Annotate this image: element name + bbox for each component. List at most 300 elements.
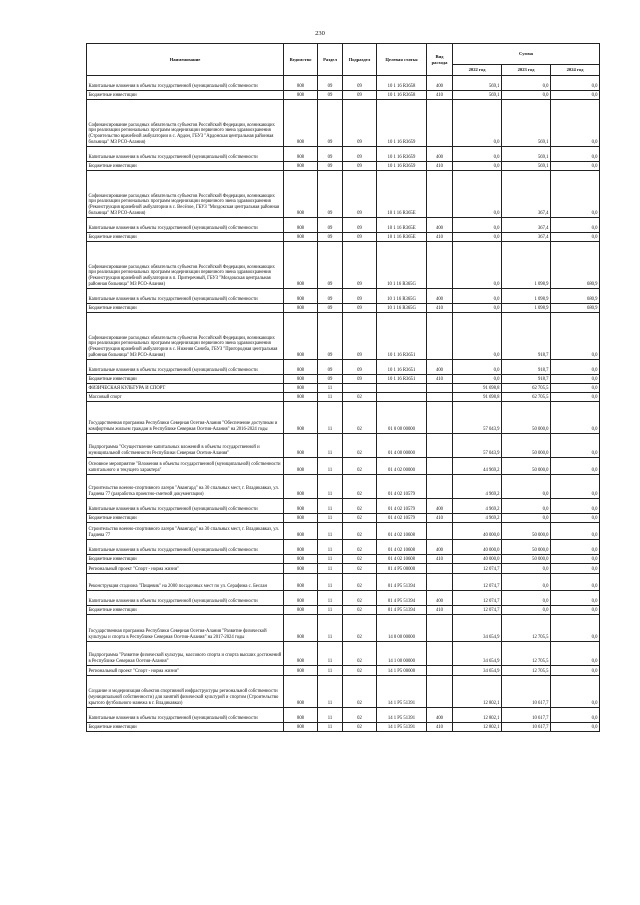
- cell-target-article: 10 1 16 R365E: [377, 218, 427, 233]
- cell-ved: 808: [284, 540, 318, 555]
- cell-sum-2023: 10 617,7: [502, 676, 551, 708]
- cell-ved: 808: [284, 615, 318, 642]
- cell-name: Капитальные вложения в объекты государственной (муниципальной) собственности: [87, 76, 284, 91]
- cell-sum-2023: 918,7: [502, 360, 551, 375]
- cell-name: Региональный проект "Спорт - норма жизни": [87, 564, 284, 574]
- cell-target-article: 14 1 00 00000: [377, 642, 427, 666]
- cell-expense-type: [427, 402, 453, 434]
- cell-podrazdel: 02: [343, 434, 377, 458]
- cell-ved: 808: [284, 708, 318, 723]
- cell-ved: 808: [284, 723, 318, 732]
- cell-sum-2022: 0,0: [453, 289, 502, 304]
- cell-expense-type: [427, 313, 453, 360]
- cell-expense-type: 410: [427, 723, 453, 732]
- cell-razdel: 11: [318, 393, 343, 402]
- cell-razdel: 11: [318, 523, 343, 540]
- cell-podrazdel: 02: [343, 523, 377, 540]
- cell-podrazdel: 02: [343, 514, 377, 523]
- cell-sum-2024: 0,0: [551, 171, 600, 218]
- cell-podrazdel: 09: [343, 218, 377, 233]
- cell-sum-2022: 44 969,2: [453, 458, 502, 475]
- cell-podrazdel: 09: [343, 360, 377, 375]
- cell-razdel: 09: [318, 171, 343, 218]
- cell-expense-type: 410: [427, 606, 453, 615]
- table-row: [87, 375, 600, 384]
- cell-expense-type: 400: [427, 360, 453, 375]
- cell-name: Основное мероприятие "Вложения в объекты государственной (муниципальной) собственности капитального и текущего характера": [87, 458, 284, 475]
- header-podrazdel: Подраздел: [343, 44, 377, 76]
- cell-expense-type: [427, 384, 453, 393]
- header-sum: Сумма: [453, 44, 600, 65]
- cell-razdel: 11: [318, 458, 343, 475]
- cell-sum-2022: 0,0: [453, 100, 502, 147]
- cell-sum-2024: 0,0: [551, 91, 600, 100]
- table-row: [87, 218, 600, 233]
- cell-ved: 808: [284, 523, 318, 540]
- cell-target-article: 01 4 02 10608: [377, 540, 427, 555]
- cell-sum-2024: 0,0: [551, 458, 600, 475]
- cell-ved: 808: [284, 676, 318, 708]
- cell-razdel: 09: [318, 289, 343, 304]
- cell-razdel: 11: [318, 540, 343, 555]
- cell-name: Капитальные вложения в объекты государственной (муниципальной) собственности: [87, 708, 284, 723]
- cell-name: Капитальные вложения в объекты государственной (муниципальной) собственности: [87, 540, 284, 555]
- cell-expense-type: [427, 434, 453, 458]
- table-row: [87, 642, 600, 666]
- cell-sum-2023: 50 000,0: [502, 540, 551, 555]
- cell-target-article: 10 1 16 R3659: [377, 162, 427, 171]
- cell-sum-2022: 0,0: [453, 304, 502, 313]
- cell-target-article: 10 1 16 R3658: [377, 76, 427, 91]
- cell-sum-2022: 4 969,2: [453, 475, 502, 499]
- cell-expense-type: [427, 393, 453, 402]
- cell-sum-2024: 0,0: [551, 564, 600, 574]
- cell-expense-type: 410: [427, 555, 453, 564]
- cell-podrazdel: 09: [343, 233, 377, 242]
- cell-target-article: 10 1 16 R365G: [377, 289, 427, 304]
- cell-target-article: 10 1 16 R3651: [377, 375, 427, 384]
- table-row: [87, 393, 600, 402]
- cell-target-article: 10 1 16 R365E: [377, 171, 427, 218]
- cell-target-article: 01 4 P5 51394: [377, 591, 427, 606]
- cell-podrazdel: 02: [343, 615, 377, 642]
- cell-sum-2023: 12 705,5: [502, 615, 551, 642]
- page-number: 230: [315, 30, 325, 37]
- cell-target-article: 10 1 16 R3651: [377, 313, 427, 360]
- cell-ved: 808: [284, 313, 318, 360]
- cell-name: Государственная программа Республики Северная Осетия-Алания "Развитие физической культуры и спорта в Республике Северная Осетия-Алания" на 2017-2024 годы: [87, 615, 284, 642]
- cell-expense-type: 400: [427, 218, 453, 233]
- cell-sum-2022: 12 074,7: [453, 564, 502, 574]
- header-year-2023: 2023 год: [502, 65, 551, 76]
- cell-target-article: 10 1 16 R365G: [377, 304, 427, 313]
- table-row: [87, 242, 600, 289]
- table-row: [87, 514, 600, 523]
- header-expense-type: Вид расхода: [427, 44, 453, 76]
- cell-expense-type: [427, 171, 453, 218]
- cell-name: Софинансирование расходных обязательств субъектов Российской Федерации, возникающих при реализации региональных программ модернизации первичного звена здравоохранения (Реконструкция врачебной амбулатории в с. Весёлое, ГБУЗ "Моздокская центральная районная больница" МЗ РСО-Алания): [87, 171, 284, 218]
- cell-expense-type: 400: [427, 499, 453, 514]
- cell-ved: 808: [284, 499, 318, 514]
- cell-sum-2022: 0,0: [453, 360, 502, 375]
- cell-razdel: 11: [318, 574, 343, 591]
- cell-expense-type: [427, 666, 453, 676]
- cell-ved: 808: [284, 606, 318, 615]
- cell-ved: 808: [284, 76, 318, 91]
- cell-razdel: 11: [318, 402, 343, 434]
- cell-razdel: 11: [318, 499, 343, 514]
- cell-name: Подпрограмма "Развитие физической культуры, массового спорта и спорта высших достижений в Республике Северная Осетия-Алания": [87, 642, 284, 666]
- table-row: [87, 147, 600, 162]
- cell-ved: 808: [284, 375, 318, 384]
- cell-target-article: 01 0 00 00000: [377, 402, 427, 434]
- cell-target-article: 10 1 16 R365E: [377, 233, 427, 242]
- cell-name: Бюджетные инвестиции: [87, 91, 284, 100]
- cell-razdel: 09: [318, 375, 343, 384]
- table-row: [87, 384, 600, 393]
- cell-sum-2022: 40 000,0: [453, 523, 502, 540]
- cell-podrazdel: 02: [343, 540, 377, 555]
- cell-podrazdel: 09: [343, 242, 377, 289]
- cell-razdel: 09: [318, 360, 343, 375]
- cell-ved: 808: [284, 384, 318, 393]
- cell-razdel: 11: [318, 666, 343, 676]
- cell-sum-2023: 50 000,0: [502, 402, 551, 434]
- cell-sum-2024: 0,0: [551, 591, 600, 606]
- cell-podrazdel: 02: [343, 564, 377, 574]
- table-row: [87, 162, 600, 171]
- table-row: [87, 564, 600, 574]
- cell-ved: 808: [284, 289, 318, 304]
- cell-sum-2022: 0,0: [453, 375, 502, 384]
- cell-target-article: 14 1 P5 51391: [377, 676, 427, 708]
- cell-sum-2022: 57 043,9: [453, 434, 502, 458]
- table-row: [87, 523, 600, 540]
- cell-podrazdel: 09: [343, 76, 377, 91]
- cell-podrazdel: 02: [343, 606, 377, 615]
- cell-sum-2023: 569,1: [502, 147, 551, 162]
- cell-razdel: 11: [318, 723, 343, 732]
- table-row: [87, 313, 600, 360]
- cell-name: Бюджетные инвестиции: [87, 233, 284, 242]
- cell-name: Подпрограмма "Осуществление капитальных вложений в объекты государственной и муниципальной собственности Республики Северная Осетия-Алания": [87, 434, 284, 458]
- cell-podrazdel: 02: [343, 393, 377, 402]
- cell-podrazdel: 09: [343, 304, 377, 313]
- cell-ved: 808: [284, 458, 318, 475]
- header-year-2024: 2024 год: [551, 65, 600, 76]
- table-row: [87, 574, 600, 591]
- header-name: Наименование: [87, 44, 284, 76]
- cell-ved: 808: [284, 360, 318, 375]
- cell-razdel: 09: [318, 162, 343, 171]
- cell-sum-2023: 1 098,9: [502, 242, 551, 289]
- cell-sum-2024: 0,0: [551, 162, 600, 171]
- cell-razdel: 11: [318, 475, 343, 499]
- cell-ved: 808: [284, 91, 318, 100]
- cell-ved: 808: [284, 564, 318, 574]
- cell-expense-type: 410: [427, 375, 453, 384]
- cell-sum-2022: 12 074,7: [453, 574, 502, 591]
- table-row: [87, 91, 600, 100]
- cell-ved: 808: [284, 434, 318, 458]
- table-row: [87, 540, 600, 555]
- cell-sum-2024: 0,0: [551, 402, 600, 434]
- table-row: [87, 676, 600, 708]
- cell-expense-type: [427, 564, 453, 574]
- cell-podrazdel: 02: [343, 458, 377, 475]
- cell-sum-2024: 0,0: [551, 384, 600, 393]
- cell-sum-2022: 0,0: [453, 147, 502, 162]
- table-row: [87, 233, 600, 242]
- cell-name: Бюджетные инвестиции: [87, 375, 284, 384]
- cell-target-article: [377, 393, 427, 402]
- cell-sum-2022: 12 802,1: [453, 723, 502, 732]
- cell-sum-2022: 91 698,8: [453, 393, 502, 402]
- cell-sum-2024: 0,0: [551, 360, 600, 375]
- cell-sum-2023: 0,0: [502, 475, 551, 499]
- cell-name: Бюджетные инвестиции: [87, 723, 284, 732]
- cell-razdel: 11: [318, 384, 343, 393]
- cell-sum-2024: 0,0: [551, 642, 600, 666]
- cell-podrazdel: [343, 384, 377, 393]
- cell-sum-2022: 0,0: [453, 162, 502, 171]
- cell-razdel: 11: [318, 642, 343, 666]
- cell-sum-2024: 0,0: [551, 499, 600, 514]
- header-razdel: Раздел: [318, 44, 343, 76]
- cell-sum-2023: 367,4: [502, 171, 551, 218]
- cell-podrazdel: 09: [343, 375, 377, 384]
- cell-name: Реконструкция стадиона "Пищевик" на 2000 посадочных мест по ул. Серафима с. Беслан: [87, 574, 284, 591]
- cell-ved: 808: [284, 147, 318, 162]
- cell-podrazdel: 02: [343, 475, 377, 499]
- cell-name: Бюджетные инвестиции: [87, 555, 284, 564]
- cell-sum-2022: 0,0: [453, 233, 502, 242]
- table-row: [87, 666, 600, 676]
- cell-podrazdel: 02: [343, 666, 377, 676]
- cell-target-article: 10 1 16 R3651: [377, 360, 427, 375]
- cell-sum-2024: 0,0: [551, 723, 600, 732]
- cell-target-article: 14 0 00 00000: [377, 615, 427, 642]
- cell-sum-2023: 367,4: [502, 233, 551, 242]
- cell-name: Региональный проект "Спорт - норма жизни": [87, 666, 284, 676]
- cell-name: Бюджетные инвестиции: [87, 304, 284, 313]
- cell-target-article: 01 4 P5 00000: [377, 564, 427, 574]
- cell-expense-type: [427, 615, 453, 642]
- cell-expense-type: [427, 676, 453, 708]
- table-row: [87, 615, 600, 642]
- cell-razdel: 09: [318, 242, 343, 289]
- table-row: [87, 171, 600, 218]
- cell-ved: 808: [284, 591, 318, 606]
- cell-razdel: 09: [318, 313, 343, 360]
- cell-sum-2024: 0,0: [551, 523, 600, 540]
- cell-podrazdel: 02: [343, 402, 377, 434]
- cell-razdel: 11: [318, 434, 343, 458]
- cell-sum-2022: 12 074,7: [453, 591, 502, 606]
- cell-sum-2023: 0,0: [502, 499, 551, 514]
- cell-ved: 808: [284, 393, 318, 402]
- cell-target-article: 01 4 02 00000: [377, 458, 427, 475]
- cell-sum-2023: 50 000,0: [502, 555, 551, 564]
- cell-razdel: 09: [318, 304, 343, 313]
- cell-sum-2022: 0,0: [453, 242, 502, 289]
- cell-sum-2022: 569,1: [453, 76, 502, 91]
- cell-razdel: 11: [318, 676, 343, 708]
- cell-name: Строительство военно-спортивного лагеря "Авангард" на 30 спальных мест, г. Владикавказ, ул. Гадиева 77 (разработка проектно-сметной документации): [87, 475, 284, 499]
- cell-sum-2022: 569,1: [453, 91, 502, 100]
- cell-razdel: 09: [318, 218, 343, 233]
- cell-expense-type: [427, 574, 453, 591]
- cell-sum-2022: 0,0: [453, 313, 502, 360]
- cell-expense-type: 400: [427, 591, 453, 606]
- cell-name: Капитальные вложения в объекты государственной (муниципальной) собственности: [87, 591, 284, 606]
- cell-sum-2023: 0,0: [502, 91, 551, 100]
- cell-sum-2023: 1 098,9: [502, 289, 551, 304]
- cell-expense-type: [427, 242, 453, 289]
- cell-name: Софинансирование расходных обязательств субъектов Российской Федерации, возникающих при реализации региональных программ модернизации первичного звена здравоохранения (Реконструкция врачебной амбулатории в с. Нижняя Саниба, ГБУЗ "Пригородная центральная районная больница" МЗ РСО-Алания): [87, 313, 284, 360]
- cell-razdel: 09: [318, 100, 343, 147]
- cell-expense-type: [427, 523, 453, 540]
- table-row: [87, 708, 600, 723]
- table-row: [87, 76, 600, 91]
- cell-target-article: 01 4 02 10579: [377, 475, 427, 499]
- cell-sum-2023: 50 000,0: [502, 434, 551, 458]
- cell-sum-2024: 0,0: [551, 676, 600, 708]
- cell-sum-2023: 0,0: [502, 606, 551, 615]
- cell-sum-2024: 0,0: [551, 606, 600, 615]
- cell-sum-2024: 0,0: [551, 218, 600, 233]
- cell-sum-2023: 12 705,5: [502, 642, 551, 666]
- cell-ved: 808: [284, 666, 318, 676]
- cell-sum-2023: 50 000,0: [502, 523, 551, 540]
- cell-target-article: 10 1 16 R365G: [377, 242, 427, 289]
- cell-podrazdel: 02: [343, 499, 377, 514]
- cell-target-article: 01 4 P5 51394: [377, 606, 427, 615]
- cell-ved: 808: [284, 100, 318, 147]
- cell-sum-2023: 569,1: [502, 162, 551, 171]
- cell-podrazdel: 09: [343, 162, 377, 171]
- cell-sum-2024: 680,9: [551, 289, 600, 304]
- cell-name: Капитальные вложения в объекты государственной (муниципальной) собственности: [87, 147, 284, 162]
- cell-sum-2024: 0,0: [551, 475, 600, 499]
- cell-sum-2022: 34 654,9: [453, 642, 502, 666]
- cell-name: Создание и модернизация объектов спортивной инфраструктуры региональной собственности (муниципальной собственности) для занятий физической культурой и спортом (Строительство крытого футбольного манежа в г. Владикавказ): [87, 676, 284, 708]
- cell-expense-type: 410: [427, 233, 453, 242]
- cell-target-article: 01 4 02 10608: [377, 555, 427, 564]
- cell-target-article: 01 4 02 10608: [377, 523, 427, 540]
- cell-name: Софинансирование расходных обязательств субъектов Российской Федерации, возникающих при реализации региональных программ модернизации первичного звена здравоохранения (Реконструкция врачебной амбулатории в п. Притеречный, ГБУЗ "Моздокская центральная районная больница" МЗ РСО-Алания): [87, 242, 284, 289]
- cell-razdel: 11: [318, 606, 343, 615]
- cell-target-article: 14 1 P5 51391: [377, 708, 427, 723]
- cell-sum-2024: 0,0: [551, 233, 600, 242]
- table-row: [87, 458, 600, 475]
- header-ved: Ведомство: [284, 44, 318, 76]
- cell-sum-2023: 62 705,5: [502, 384, 551, 393]
- header-target-article: Целевая статья: [377, 44, 427, 76]
- cell-razdel: 11: [318, 514, 343, 523]
- cell-sum-2024: 0,0: [551, 434, 600, 458]
- cell-razdel: 11: [318, 555, 343, 564]
- cell-expense-type: 410: [427, 91, 453, 100]
- cell-expense-type: 400: [427, 76, 453, 91]
- cell-ved: 808: [284, 475, 318, 499]
- cell-target-article: 10 1 16 R3659: [377, 147, 427, 162]
- cell-target-article: 14 1 P5 51391: [377, 723, 427, 732]
- cell-podrazdel: 09: [343, 100, 377, 147]
- cell-target-article: 01 4 02 10579: [377, 499, 427, 514]
- cell-name: Капитальные вложения в объекты государственной (муниципальной) собственности: [87, 218, 284, 233]
- cell-sum-2022: 12 074,7: [453, 606, 502, 615]
- cell-sum-2023: 0,0: [502, 76, 551, 91]
- cell-name: Государственная программа Республики Северная Осетия-Алания "Обеспечение доступным и комфортным жильем граждан в Республике Северная Осетия-Алания" на 2016-2024 годы: [87, 402, 284, 434]
- cell-sum-2024: 0,0: [551, 313, 600, 360]
- cell-sum-2023: 0,0: [502, 564, 551, 574]
- cell-podrazdel: 09: [343, 171, 377, 218]
- cell-expense-type: [427, 100, 453, 147]
- cell-sum-2024: 0,0: [551, 147, 600, 162]
- cell-sum-2024: 680,9: [551, 242, 600, 289]
- cell-razdel: 11: [318, 564, 343, 574]
- cell-name: Бюджетные инвестиции: [87, 514, 284, 523]
- cell-sum-2023: 62 705,5: [502, 393, 551, 402]
- cell-name: Софинансирование расходных обязательств субъектов Российской Федерации, возникающих при реализации региональных программ модернизации первичного звена здравоохранения (Строительство врачебной амбулатории в с. Ардон, ГБУЗ "Ардонская центральная районная больница" МЗ РСО-Алания): [87, 100, 284, 147]
- cell-target-article: 01 4 00 00000: [377, 434, 427, 458]
- cell-sum-2024: 0,0: [551, 393, 600, 402]
- cell-sum-2022: 40 000,0: [453, 540, 502, 555]
- cell-razdel: 09: [318, 91, 343, 100]
- cell-expense-type: 400: [427, 540, 453, 555]
- cell-name: Строительство военно-спортивного лагеря "Авангард" на 30 спальных мест, г. Владикавказ, ул. Гадиева 77: [87, 523, 284, 540]
- cell-expense-type: 400: [427, 708, 453, 723]
- cell-podrazdel: 09: [343, 289, 377, 304]
- cell-expense-type: 410: [427, 514, 453, 523]
- table-row: [87, 606, 600, 615]
- cell-ved: 808: [284, 218, 318, 233]
- cell-target-article: 14 1 P5 00000: [377, 666, 427, 676]
- cell-razdel: 09: [318, 233, 343, 242]
- cell-sum-2023: 918,7: [502, 375, 551, 384]
- cell-ved: 808: [284, 642, 318, 666]
- table-row: [87, 555, 600, 564]
- table-row: [87, 289, 600, 304]
- cell-razdel: 09: [318, 147, 343, 162]
- cell-podrazdel: 09: [343, 147, 377, 162]
- table-row: [87, 475, 600, 499]
- cell-sum-2022: 12 802,1: [453, 708, 502, 723]
- budget-table: [86, 43, 600, 732]
- cell-name: Капитальные вложения в объекты государственной (муниципальной) собственности: [87, 499, 284, 514]
- cell-ved: 808: [284, 242, 318, 289]
- cell-podrazdel: 02: [343, 574, 377, 591]
- cell-name: Бюджетные инвестиции: [87, 162, 284, 171]
- cell-sum-2024: 0,0: [551, 574, 600, 591]
- cell-sum-2024: 0,0: [551, 615, 600, 642]
- cell-ved: 808: [284, 402, 318, 434]
- cell-sum-2022: 91 698,8: [453, 384, 502, 393]
- cell-target-article: 01 4 02 10579: [377, 514, 427, 523]
- cell-sum-2023: 918,7: [502, 313, 551, 360]
- cell-razdel: 11: [318, 591, 343, 606]
- cell-name: ФИЗИЧЕСКАЯ КУЛЬТУРА И СПОРТ: [87, 384, 284, 393]
- cell-sum-2022: 0,0: [453, 171, 502, 218]
- cell-target-article: 10 1 16 R3658: [377, 91, 427, 100]
- cell-name: Массовый спорт: [87, 393, 284, 402]
- cell-sum-2022: 40 000,0: [453, 555, 502, 564]
- cell-sum-2023: 367,4: [502, 218, 551, 233]
- cell-sum-2023: 569,1: [502, 100, 551, 147]
- cell-podrazdel: 02: [343, 708, 377, 723]
- cell-sum-2022: 57 043,9: [453, 402, 502, 434]
